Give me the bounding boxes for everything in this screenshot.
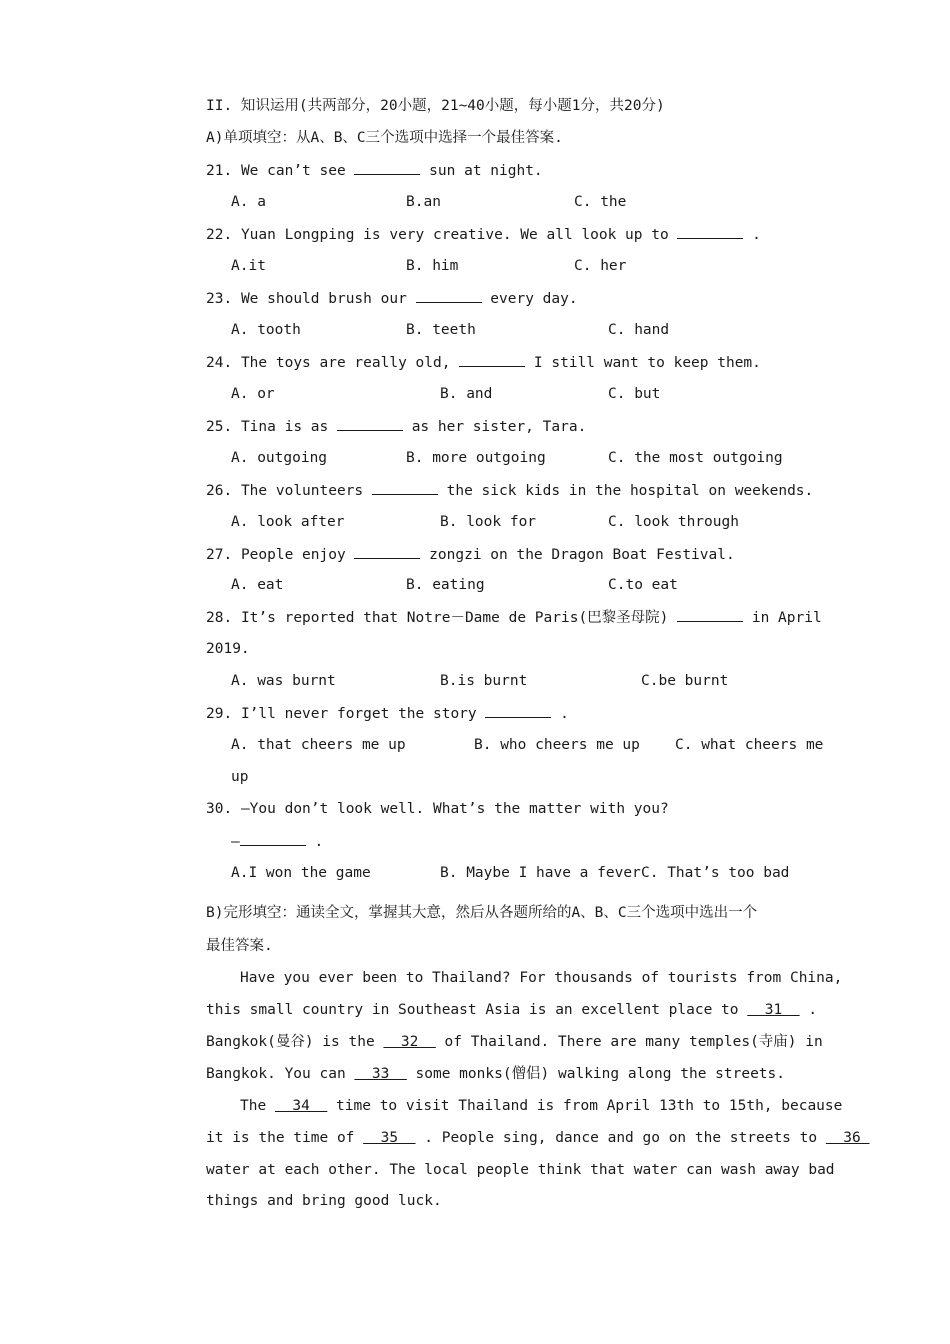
passage-line (206, 1128, 870, 1148)
option-b: B. eating (406, 577, 485, 593)
question-28 (206, 607, 822, 628)
question-26 (206, 480, 813, 501)
cloze-blank-36: 36 (825, 1130, 870, 1146)
question-number: 21. (206, 163, 233, 179)
question-24 (206, 352, 761, 373)
question-text: We should brush our (240, 291, 416, 307)
part-b-instructions: B)完形填空：通读全文，掌握其大意，然后从各题所给的A、B、C三个选项中选出一个 (206, 905, 758, 921)
passage-text: time to visit Thailand is from April 13th to 15th, because (327, 1098, 843, 1114)
passage-text: . (799, 1002, 818, 1018)
option-c: C. the most outgoing (608, 450, 783, 466)
question-text: People enjoy (240, 547, 355, 563)
question-25 (206, 416, 586, 437)
option-b: B. look for (440, 514, 537, 530)
question-30 (206, 799, 669, 819)
option-b: B. who cheers me up (474, 737, 640, 753)
passage-line (206, 1000, 817, 1020)
question-text: I’ll never forget the story (240, 706, 486, 722)
question-text: every day. (481, 291, 578, 307)
answer-blank (677, 607, 743, 622)
question-text: The toys are really old, (240, 355, 460, 371)
question-22 (206, 224, 761, 245)
cloze-blank-31: 31 (747, 1002, 800, 1018)
option-a: A. look after (231, 514, 345, 530)
option-b: B.an (406, 194, 441, 210)
question-30-reply (231, 831, 323, 852)
question-28-continued: 2019. (206, 641, 250, 657)
passage-line (206, 1032, 823, 1052)
part-a-instructions: A)单项填空：从A、B、C三个选项中选择一个最佳答案. (206, 130, 563, 146)
passage-text: it is the time of (206, 1130, 364, 1146)
question-number: 22. (206, 227, 233, 243)
option-a: A. outgoing (231, 450, 328, 466)
question-text: in April (743, 610, 822, 626)
question-text: Yuan Longping is very creative. We all look up to (240, 227, 678, 243)
question-number: 29. (206, 706, 233, 722)
option-c: C. look through (608, 514, 739, 530)
option-a: A.it (231, 258, 266, 274)
answer-blank (354, 544, 420, 559)
option-c: C.be burnt (641, 673, 729, 689)
option-a: A. a (231, 194, 266, 210)
option-a: A. eat (231, 577, 284, 593)
option-a: A. was burnt (231, 673, 336, 689)
option-a: A. tooth (231, 322, 301, 338)
option-c: C. her (574, 258, 627, 274)
passage-line: water at each other. The local people think that water can wash away bad (206, 1162, 835, 1178)
question-text: It’s reported that Notre－Dame de Paris(巴黎圣母院) (240, 610, 678, 626)
option-c: C. what cheers me (675, 737, 824, 753)
answer-blank (416, 288, 482, 303)
passage-text: Bangkok. You can (206, 1066, 355, 1082)
option-b: B.is burnt (440, 673, 528, 689)
answer-blank (485, 703, 551, 718)
question-text: The volunteers (240, 483, 372, 499)
option-c: C. hand (608, 322, 670, 338)
cloze-blank-32: 32 (383, 1034, 436, 1050)
answer-blank (372, 480, 438, 495)
question-number: 25. (206, 419, 233, 435)
option-b: B. Maybe I have a fever (440, 865, 641, 881)
option-b: B. more outgoing (406, 450, 546, 466)
part-b-instructions-cont: 最佳答案. (206, 938, 273, 954)
question-text: We can’t see (240, 163, 355, 179)
question-text: the sick kids in the hospital on weekends. (437, 483, 814, 499)
passage-text: . People sing, dance and go on the streets to (415, 1130, 826, 1146)
passage-text: The (240, 1098, 275, 1114)
option-c-continued: up (231, 769, 249, 785)
option-a: A.I won the game (231, 865, 371, 881)
passage-text: some monks(僧侣) walking along the streets. (406, 1066, 785, 1082)
option-c: C. the (574, 194, 627, 210)
question-number: 28. (206, 610, 233, 626)
question-number: 24. (206, 355, 233, 371)
question-text: Tina is as (240, 419, 337, 435)
answer-blank (354, 160, 420, 175)
question-number: 26. (206, 483, 233, 499)
section-header: II. 知识运用(共两部分，20小题，21~40小题，每小题1分，共20分) (206, 98, 665, 114)
question-text: sun at night. (420, 163, 543, 179)
question-text: . (305, 834, 324, 850)
question-text: —You don’t look well. What’s the matter with you? (240, 801, 669, 817)
answer-blank (337, 416, 403, 431)
passage-text: Bangkok(曼谷) is the (206, 1034, 384, 1050)
cloze-blank-35: 35 (363, 1130, 416, 1146)
option-c: C.to eat (608, 577, 678, 593)
passage-text: of Thailand. There are many temples(寺庙) in (435, 1034, 823, 1050)
passage-line (206, 1064, 785, 1084)
question-number: 27. (206, 547, 233, 563)
answer-blank (240, 831, 306, 846)
question-text: . (743, 227, 761, 243)
passage-text: this small country in Southeast Asia is an excellent place to (206, 1002, 748, 1018)
option-c: C. but (608, 386, 661, 402)
question-number: 30. (206, 801, 233, 817)
question-text: . (551, 706, 569, 722)
answer-blank (677, 224, 743, 239)
question-text: as her sister, Tara. (402, 419, 587, 435)
question-29 (206, 703, 569, 724)
question-text: I still want to keep them. (525, 355, 761, 371)
dash: — (231, 834, 240, 850)
question-number: 23. (206, 291, 233, 307)
option-b: B. and (440, 386, 493, 402)
passage-line: Have you ever been to Thailand? For thousands of tourists from China, (240, 970, 843, 986)
option-a: A. that cheers me up (231, 737, 406, 753)
passage-line: things and bring good luck. (206, 1193, 442, 1209)
option-c: C. That’s too bad (641, 865, 790, 881)
question-text: zongzi on the Dragon Boat Festival. (420, 547, 735, 563)
answer-blank (459, 352, 525, 367)
passage-line (240, 1096, 842, 1116)
question-27 (206, 544, 735, 565)
option-b: B. teeth (406, 322, 476, 338)
question-21 (206, 160, 543, 181)
cloze-blank-34: 34 (274, 1098, 328, 1114)
option-b: B. him (406, 258, 459, 274)
option-a: A. or (231, 386, 275, 402)
cloze-blank-33: 33 (354, 1066, 407, 1082)
question-23 (206, 288, 578, 309)
